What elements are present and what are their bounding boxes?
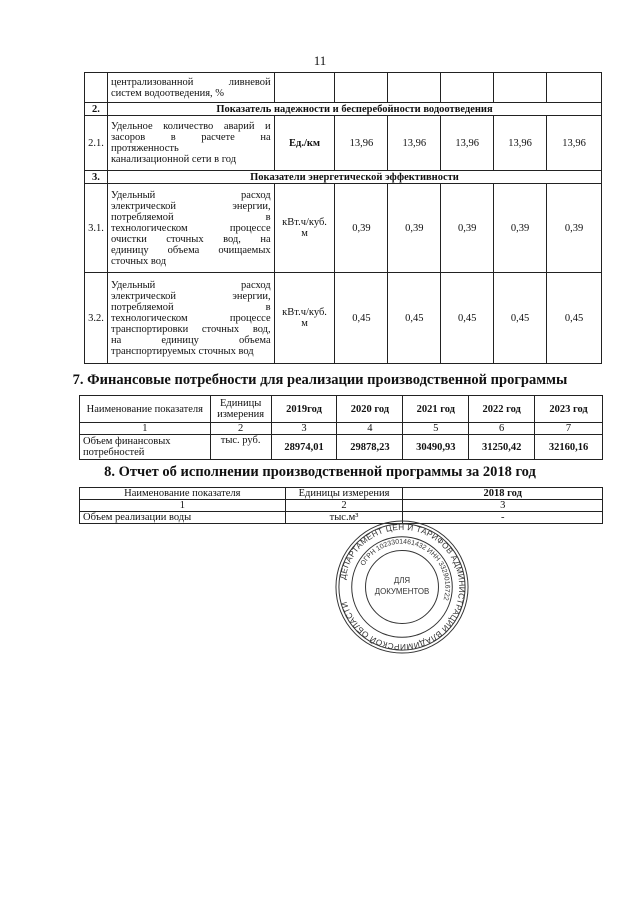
col-number: 3 bbox=[403, 500, 603, 512]
col-number: 3 bbox=[271, 423, 337, 435]
cell-value: 32160,16 bbox=[535, 435, 603, 460]
col-header: Наименование показателя bbox=[80, 488, 286, 500]
section-number: 2. bbox=[85, 103, 108, 116]
stamp-center-line: ДЛЯ bbox=[393, 576, 411, 586]
section8-heading: 8. Отчет об исполнении производственной программы за 2018 год bbox=[104, 464, 536, 480]
col-header: 2020 год bbox=[337, 396, 403, 423]
col-number: 7 bbox=[535, 423, 603, 435]
stamp-center-line: ДОКУМЕНТОВ bbox=[374, 586, 430, 596]
page-number: 11 bbox=[313, 53, 327, 68]
cell-value: 13,96 bbox=[547, 116, 602, 171]
section-title: Показатели энергетической эффективности bbox=[107, 171, 601, 184]
col-header: 2022 год bbox=[469, 396, 535, 423]
cell-unit: кВт.ч/куб. м bbox=[274, 184, 335, 273]
stamp-inner-text: ОГРН 1023301461432 ИНН 3329016722 bbox=[359, 538, 451, 602]
cell-name: Удельное количество аварий и засоров в расчете на протяженность канализационной сети в год bbox=[107, 116, 274, 171]
col-header: 2019год bbox=[271, 396, 337, 423]
col-number: 4 bbox=[337, 423, 403, 435]
stamp-outer-text: ДЕПАРТАМЕНТ ЦЕН И ТАРИФОВ АДМИНИСТРАЦИИ ВЛАДИМИРСКОЙ ОБЛАСТИ bbox=[338, 522, 467, 652]
col-header: 2018 год bbox=[403, 488, 603, 500]
row-number: 3.2. bbox=[85, 273, 108, 364]
cell-value: 13,96 bbox=[388, 116, 441, 171]
cell-value: 13,96 bbox=[441, 116, 494, 171]
cell-value: 13,96 bbox=[494, 116, 547, 171]
cell-name: Объем реализации воды bbox=[80, 512, 286, 524]
cell-name: централизованной ливневой систем водоотведения, % bbox=[107, 73, 274, 103]
cell-name: Удельный расход электрической энергии, потребляемой в технологическом процессе транспортировки сточных вод, на единицу объема транспортируемых сточных вод bbox=[107, 273, 274, 364]
cell-name: Удельный расход электрической энергии, потребляемой в технологическом процессе очистки сточных вод, на единицу объема очищаемых сточных вод bbox=[107, 184, 274, 273]
financial-needs-table bbox=[79, 395, 603, 460]
cell-unit: кВт.ч/куб. м bbox=[274, 273, 335, 364]
table-row bbox=[85, 273, 602, 364]
section-title: Показатель надежности и бесперебойности водоотведения bbox=[107, 103, 601, 116]
col-number: 1 bbox=[80, 500, 286, 512]
cell-value: 28974,01 bbox=[271, 435, 337, 460]
cell-value: 29878,23 bbox=[337, 435, 403, 460]
cell-value: 0,45 bbox=[547, 273, 602, 364]
col-header: 2023 год bbox=[535, 396, 603, 423]
col-header: Единицы измерения bbox=[285, 488, 403, 500]
cell-unit: тыс. руб. bbox=[210, 435, 271, 460]
section-row bbox=[85, 103, 602, 116]
cell-value: 31250,42 bbox=[469, 435, 535, 460]
col-number: 1 bbox=[80, 423, 211, 435]
number-row bbox=[80, 500, 603, 512]
cell-value: 0,39 bbox=[388, 184, 441, 273]
cell-value: 13,96 bbox=[335, 116, 388, 171]
cell-value: 0,45 bbox=[494, 273, 547, 364]
col-number: 5 bbox=[403, 423, 469, 435]
row-number: 3.1. bbox=[85, 184, 108, 273]
cell-value: - bbox=[403, 512, 603, 524]
official-stamp bbox=[333, 518, 471, 656]
table-row bbox=[80, 435, 603, 460]
cell-unit: тыс.м³ bbox=[285, 512, 403, 524]
col-header: 2021 год bbox=[403, 396, 469, 423]
cell-value: 0,39 bbox=[441, 184, 494, 273]
indicators-table bbox=[84, 72, 602, 364]
cell-value: 0,45 bbox=[335, 273, 388, 364]
cell-value: 30490,93 bbox=[403, 435, 469, 460]
cell-value: 0,39 bbox=[335, 184, 388, 273]
cell-unit: Ед./км bbox=[274, 116, 335, 171]
cell-value: 0,45 bbox=[388, 273, 441, 364]
header-row bbox=[80, 488, 603, 500]
section7-heading: 7. Финансовые потребности для реализации производственной программы bbox=[72, 372, 568, 388]
col-number: 2 bbox=[285, 500, 403, 512]
col-header: Единицы измерения bbox=[210, 396, 271, 423]
number-row bbox=[80, 423, 603, 435]
cell-value: 0,39 bbox=[494, 184, 547, 273]
table-row bbox=[85, 184, 602, 273]
section-row bbox=[85, 171, 602, 184]
section-number: 3. bbox=[85, 171, 108, 184]
cell-value: 0,45 bbox=[441, 273, 494, 364]
table-row bbox=[85, 73, 602, 103]
cell-value: 0,39 bbox=[547, 184, 602, 273]
col-number: 2 bbox=[210, 423, 271, 435]
col-header: Наименование показателя bbox=[80, 396, 211, 423]
header-row bbox=[80, 396, 603, 423]
table-row bbox=[85, 116, 602, 171]
cell-name: Объем финансовых потребностей bbox=[80, 435, 211, 460]
col-number: 6 bbox=[469, 423, 535, 435]
row-number: 2.1. bbox=[85, 116, 108, 171]
